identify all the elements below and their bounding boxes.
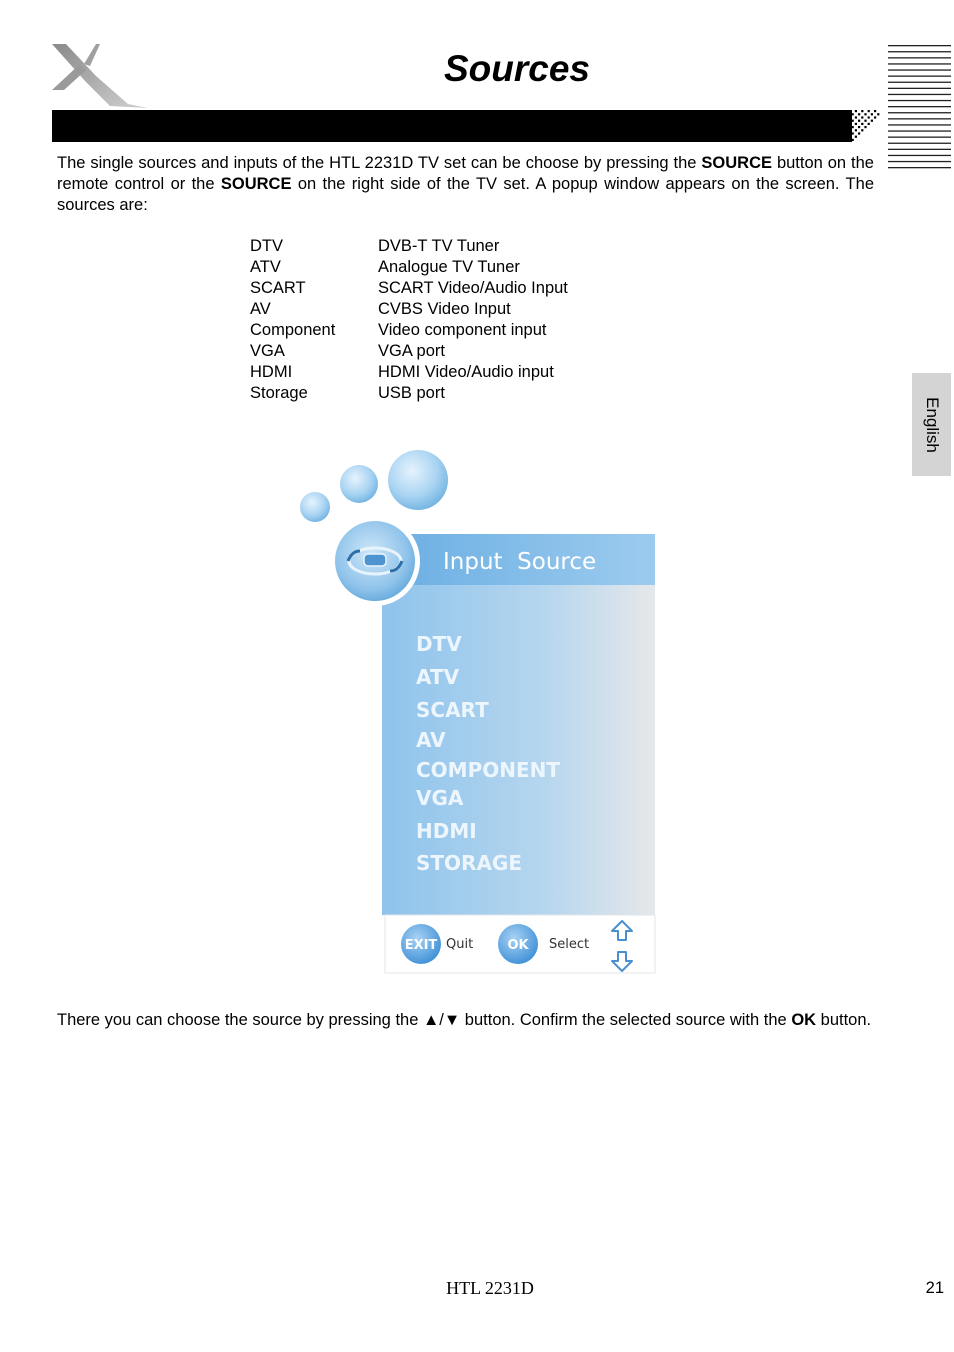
edge-stripe [888, 76, 951, 77]
bubble-medium [340, 465, 378, 503]
intro-paragraph [57, 153, 874, 215]
dither-dot [855, 136, 857, 138]
edge-stripe [888, 82, 951, 83]
dither-dot [842, 136, 844, 138]
source-row [250, 299, 568, 320]
dither-dot [877, 113, 879, 115]
source-name: Component [250, 321, 336, 339]
bubble-small [300, 492, 330, 522]
edge-stripe [888, 143, 951, 144]
source-desc: USB port [378, 384, 445, 402]
source-desc: DVB-T TV Tuner [378, 237, 500, 255]
edge-stripe [888, 88, 951, 89]
dither-dot [864, 126, 866, 128]
edge-stripe [888, 69, 951, 70]
dither-dot [852, 132, 854, 134]
source-row [250, 257, 568, 278]
dither-dot [845, 132, 847, 134]
dither-dot [858, 126, 860, 128]
dither-dot [868, 123, 870, 125]
popup-item-av[interactable]: AV [416, 728, 446, 752]
popup-item-dtv[interactable]: DTV [416, 632, 462, 656]
edge-stripe [888, 124, 951, 125]
source-name: AV [250, 300, 271, 318]
intro-text-2: button on the remote control or the [57, 154, 874, 193]
dither-dot [845, 126, 847, 128]
popup-item-component[interactable]: COMPONENT [416, 758, 561, 782]
dither-dot [861, 110, 863, 112]
dither-dot [852, 126, 854, 128]
language-tab-label: English [922, 396, 942, 453]
dither-dot [864, 113, 866, 115]
dither-dot [845, 113, 847, 115]
popup-title: Input Source [443, 549, 597, 575]
intro-bold-2: SOURCE [220, 174, 292, 193]
source-name: HDMI [250, 363, 293, 381]
edge-stripe [888, 57, 951, 58]
dither-dot [855, 110, 857, 112]
dither-dot [871, 113, 873, 115]
source-row [250, 236, 568, 257]
bubble-large [388, 450, 448, 510]
source-name: ATV [250, 258, 281, 276]
page-title: Sources [443, 48, 590, 89]
dither-dot [842, 110, 844, 112]
popup-item-atv[interactable]: ATV [416, 665, 460, 689]
quit-label: Quit [446, 937, 474, 952]
intro-text-1: The single sources and inputs of the HTL 2231D TV set can be choose by pressing the [57, 154, 702, 172]
language-tab [912, 373, 951, 476]
dither-dot [871, 120, 873, 122]
dither-dot [861, 123, 863, 125]
edge-stripe [888, 45, 951, 46]
edge-stripe [888, 100, 951, 101]
page-number: 21 [925, 1279, 944, 1297]
title-bar [52, 110, 852, 142]
source-name: DTV [250, 237, 283, 255]
edge-stripe [888, 161, 951, 162]
dither-dot [852, 139, 854, 141]
outro-text-1: There you can choose the source by pressing the ▲/▼ button. Confirm the selected source with the [57, 1011, 792, 1029]
dither-dot [855, 123, 857, 125]
intro-text-3: on the right side of the TV set. A popup window appears on the screen. The sources are: [57, 174, 874, 214]
dither-dot [842, 116, 844, 118]
edge-stripe [888, 106, 951, 107]
outro-paragraph [57, 1010, 874, 1031]
dither-dot [855, 116, 857, 118]
popup-item-scart[interactable]: SCART [416, 698, 489, 722]
edge-stripe [888, 130, 951, 131]
source-desc: CVBS Video Input [378, 300, 511, 318]
dither-dot [858, 132, 860, 134]
dither-dot [874, 116, 876, 118]
dither-dot [858, 113, 860, 115]
outro-bold-1: OK [791, 1011, 817, 1029]
dither-dot [848, 123, 850, 125]
select-label: Select [549, 937, 590, 952]
input-source-popup [292, 445, 662, 980]
popup-item-vga[interactable]: VGA [416, 786, 464, 810]
dither-dot [848, 136, 850, 138]
popup-item-storage[interactable]: STORAGE [416, 851, 523, 875]
edge-stripe [888, 118, 951, 119]
source-row [250, 278, 568, 299]
source-name: SCART [250, 279, 306, 297]
source-desc: VGA port [378, 342, 445, 360]
edge-stripe [888, 167, 951, 168]
dither-dot [848, 129, 850, 131]
source-row [250, 320, 568, 341]
dither-dot [855, 129, 857, 131]
dither-dot [845, 139, 847, 141]
edge-stripe [888, 112, 951, 113]
source-row [250, 383, 568, 404]
edge-stripe [888, 137, 951, 138]
edge-stripe [888, 51, 951, 52]
exit-badge: EXIT [404, 938, 438, 953]
intro-bold-1: SOURCE [701, 154, 772, 172]
dither-dot [848, 116, 850, 118]
edge-stripe [888, 155, 951, 156]
source-row [250, 362, 568, 383]
source-desc: Video component input [378, 321, 547, 339]
edge-stripe [888, 63, 951, 64]
dither-dot [864, 120, 866, 122]
title-bar-dither [842, 110, 882, 142]
popup-item-hdmi[interactable]: HDMI [416, 819, 477, 843]
ok-badge: OK [507, 938, 529, 953]
dither-dot [852, 120, 854, 122]
outro-text-2: button. [816, 1011, 872, 1029]
source-desc: Analogue TV Tuner [378, 258, 520, 276]
dither-dot [845, 120, 847, 122]
source-desc: HDMI Video/Audio input [378, 363, 554, 381]
dither-dot [842, 123, 844, 125]
dither-dot [852, 113, 854, 115]
edge-stripe [888, 94, 951, 95]
dither-dot [842, 129, 844, 131]
footer-model: HTL 2231D [446, 1278, 534, 1298]
dither-dot [848, 110, 850, 112]
dither-dot [868, 110, 870, 112]
dither-dot [858, 120, 860, 122]
source-name: Storage [250, 384, 308, 402]
edge-stripes [888, 44, 951, 172]
dither-dot [861, 116, 863, 118]
dither-dot [874, 110, 876, 112]
edge-stripe [888, 149, 951, 150]
source-row [250, 341, 568, 362]
dither-dot [868, 116, 870, 118]
sources-table [250, 236, 568, 404]
source-name: VGA [250, 342, 285, 360]
dither-dot [861, 129, 863, 131]
source-desc: SCART Video/Audio Input [378, 279, 568, 297]
